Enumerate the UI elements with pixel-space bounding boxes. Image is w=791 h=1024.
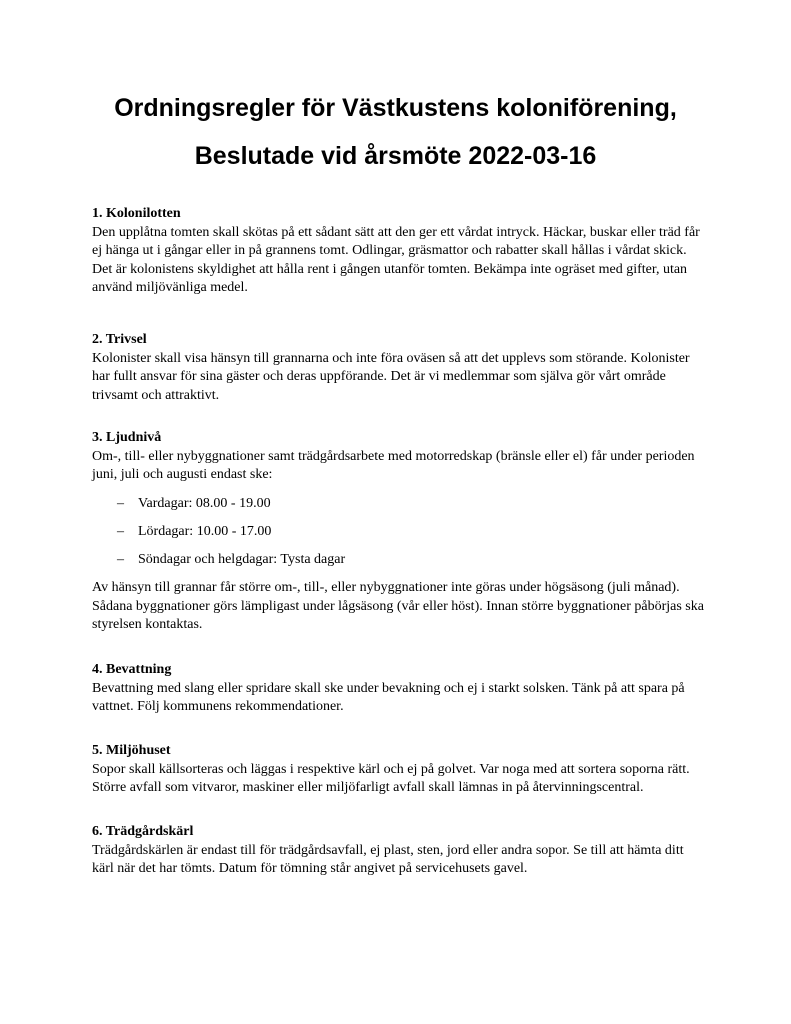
- document-title-line-1: Ordningsregler för Västkustens koloniförening,: [114, 94, 677, 122]
- section-body: Bevattning med slang eller spridare skall ske under bevakning och ej i starkt solsken. Tänk på att spara på vattnet. Följ kommunens rekommendationer.: [92, 680, 685, 715]
- section-body: Om-, till- eller nybyggnationer samt trädgårdsarbete med motorredskap (bränsle eller el) får under perioden juni, juli och augusti endast ske:: [92, 448, 695, 483]
- section-heading: 1. Kolonilotten: [92, 206, 181, 221]
- section-trivsel: [92, 331, 704, 405]
- list-item: [92, 551, 704, 570]
- section-body: Trädgårdskärlen är endast till för trädgårdsavfall, ej plast, sten, jord eller andra sopor. Se till att hämta ditt kärl när det har tömts. Datum för tömning står angivet på servicehusets gavel.: [92, 842, 684, 877]
- list-item-text: Söndagar och helgdagar: Tysta dagar: [138, 551, 346, 567]
- section-bevattning: [92, 661, 704, 717]
- section-ljudniva: [92, 429, 704, 635]
- section-heading: 2. Trivsel: [92, 332, 147, 347]
- section-heading: 5. Miljöhuset: [92, 743, 171, 758]
- list-item-text: Vardagar: 08.00 - 19.00: [138, 495, 271, 511]
- section-heading: 6. Trädgårdskärl: [92, 824, 194, 839]
- section-body: Den upplåtna tomten skall skötas på ett sådant sätt att den ger ett vårdat intryck. Häckar, buskar eller träd får ej hänga ut i gångar eller in på grannens tomt. Odlingar, gräsmattor och rabatter skall hållas i vårdat skick. Det är kolonistens skyldighet att hålla rent i gången utanför tomten. Bekämpa inte ogräset med gifter, utan använd miljövänliga medel.: [92, 224, 700, 296]
- dash-bullet: –: [117, 495, 124, 511]
- list-item-text: Lördagar: 10.00 - 17.00: [138, 523, 272, 539]
- section-body: Sopor skall källsorteras och läggas i respektive kärl och ej på golvet. Var noga med att sortera soporna rätt. Större avfall som vitvaror, maskiner eller miljöfarligt avfall skall lämnas in på återvinningscentral.: [92, 761, 690, 796]
- list-item: [92, 495, 704, 514]
- document-title-line-2: Beslutade vid årsmöte 2022-03-16: [194, 142, 597, 170]
- section-heading: 3. Ljudnivå: [92, 430, 162, 445]
- section-miljohuset: [92, 742, 704, 798]
- list-item: [92, 523, 704, 542]
- section-body-after-list: Av hänsyn till grannar får större om-, till-, eller nybyggnationer inte göras under högsäsong (juli månad). Sådana byggnationer görs lämpligast under lågsäsong (vår eller höst). Innan större byggnationer påbörjas ska styrelsen kontaktas.: [92, 580, 704, 633]
- time-list: [92, 495, 704, 570]
- section-tradgardskarl: [92, 823, 704, 879]
- dash-bullet: –: [117, 523, 124, 539]
- section-body: Kolonister skall visa hänsyn till grannarna och inte föra oväsen så att det upplevs som störande. Kolonister har fullt ansvar för sina gäster och deras uppförande. Det är vi medlemmar som själva gör vårt område trivsamt och attraktivt.: [92, 350, 690, 403]
- section-heading: 4. Bevattning: [92, 662, 172, 677]
- section-kolonilotten: [92, 205, 704, 298]
- dash-bullet: –: [117, 551, 124, 567]
